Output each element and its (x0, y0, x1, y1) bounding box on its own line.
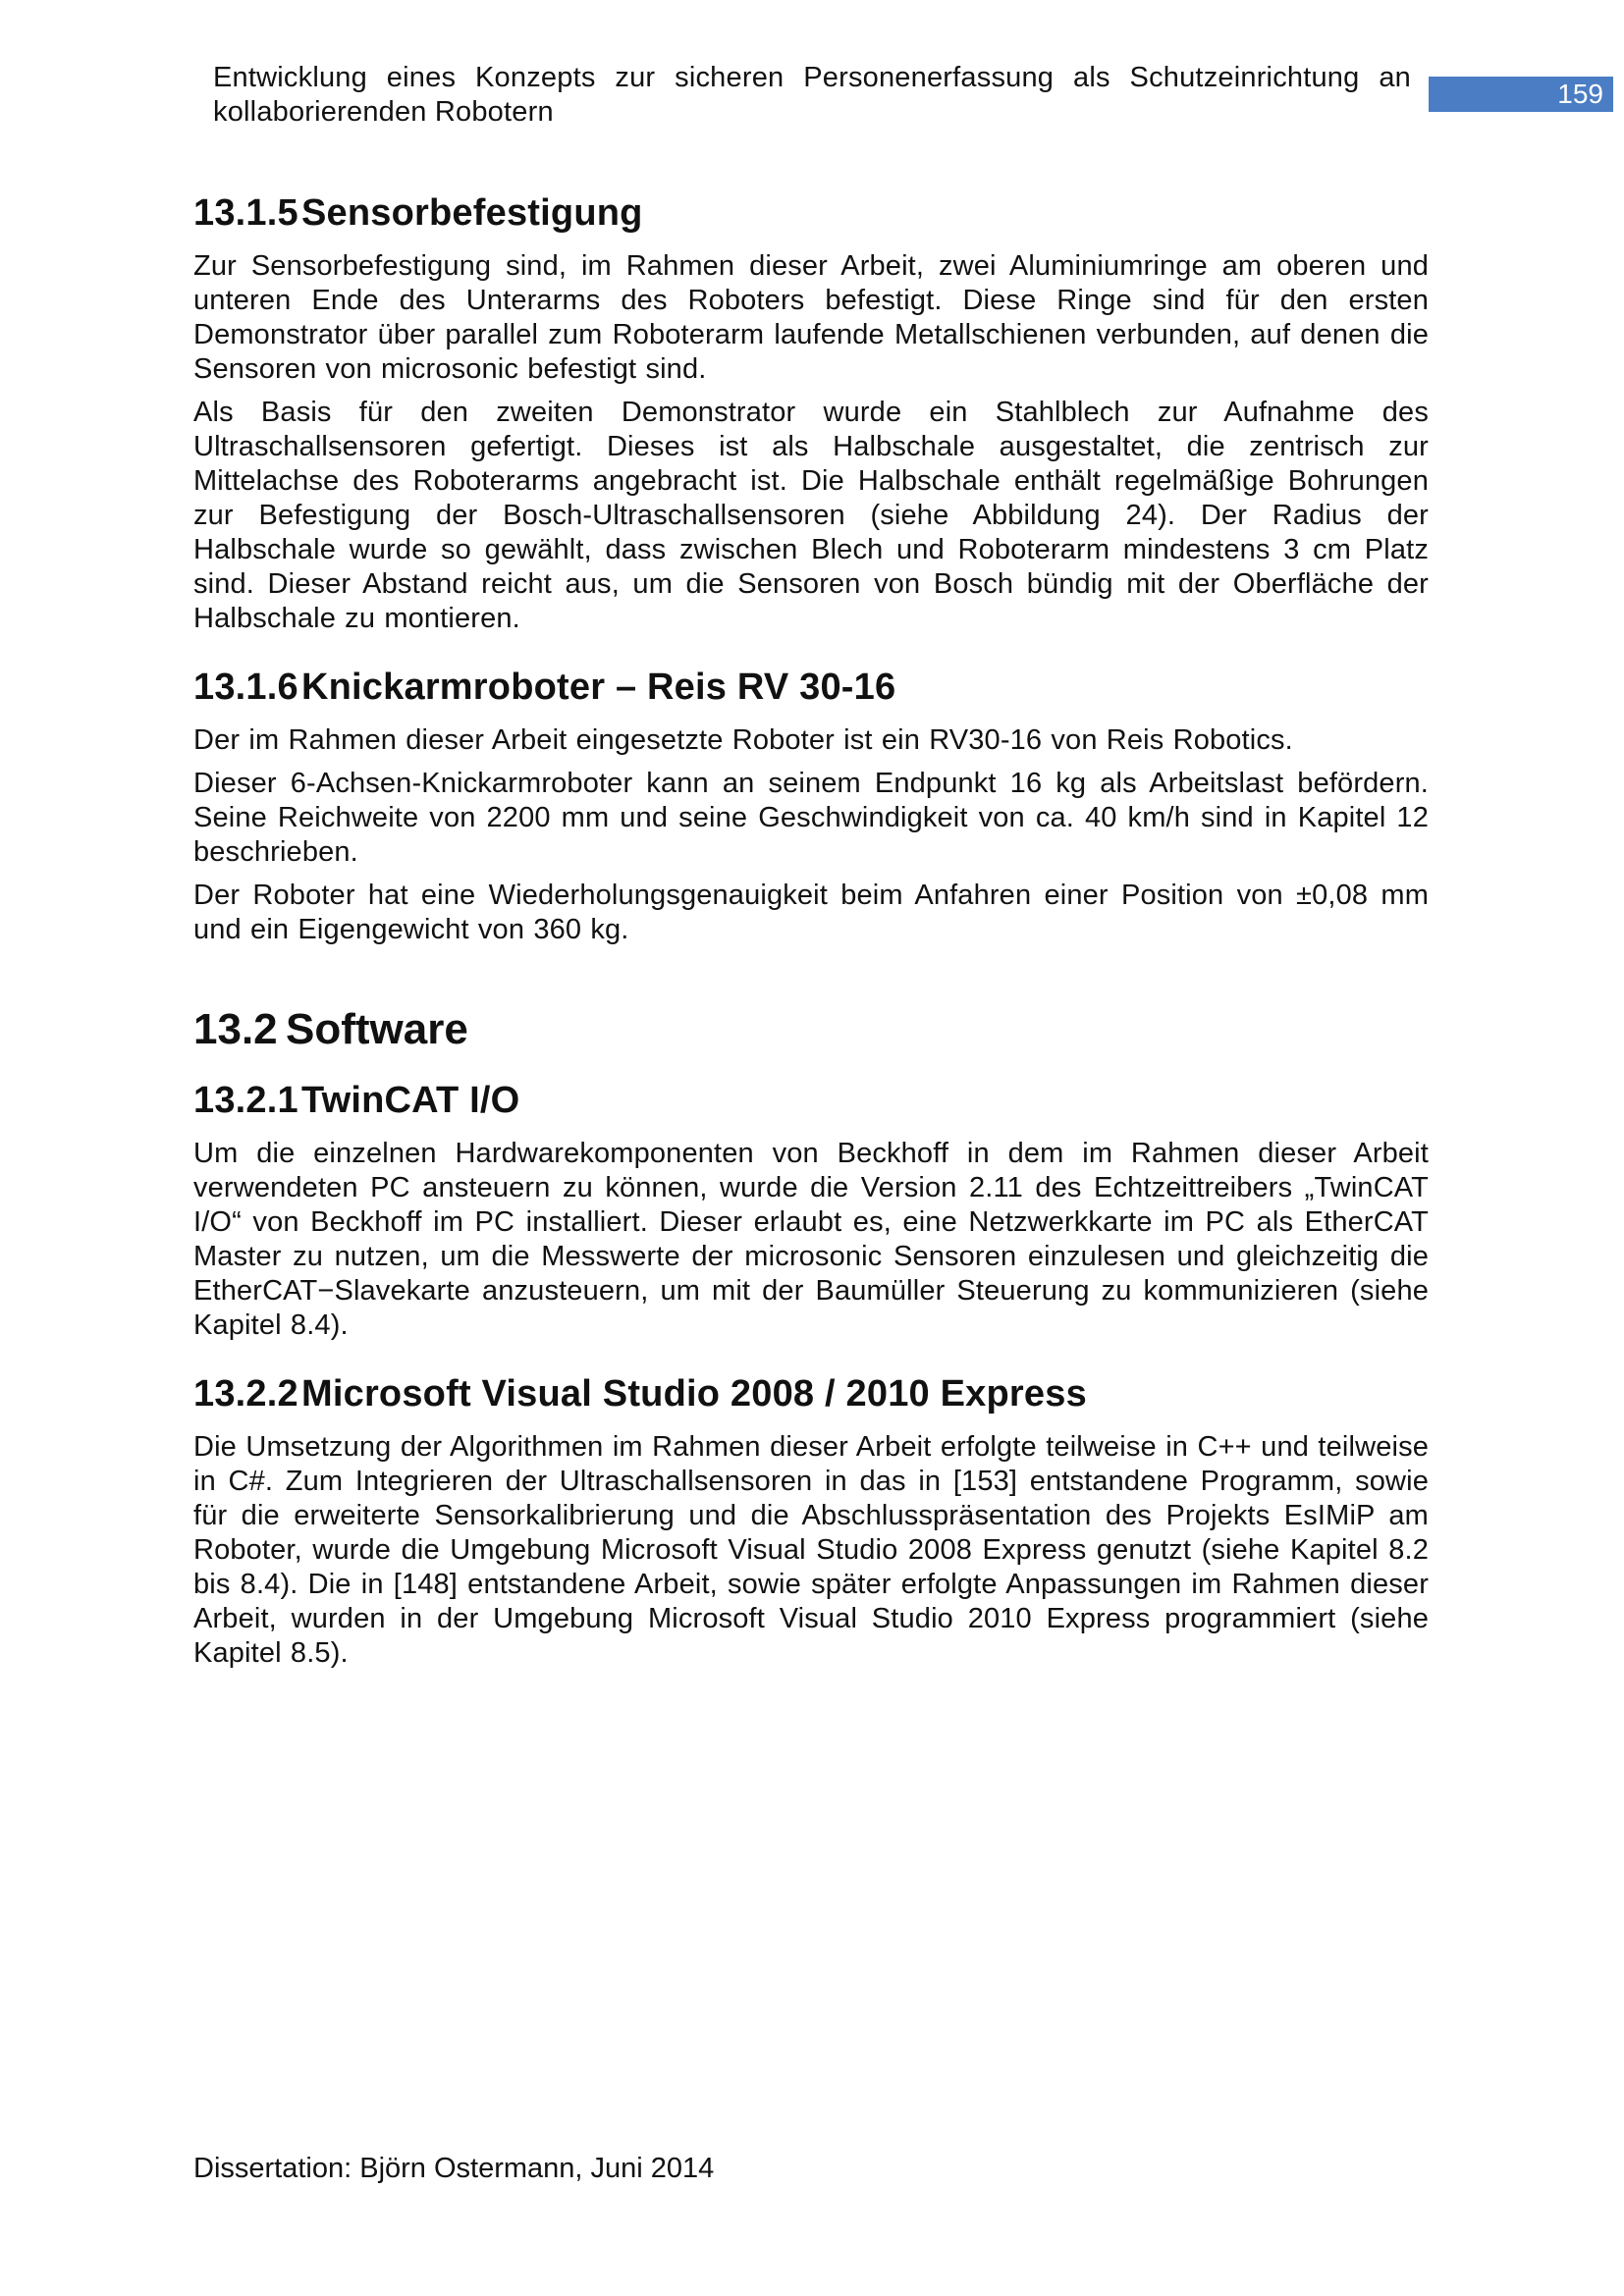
paragraph: Die Umsetzung der Algorithmen im Rahmen dieser Arbeit erfolgte teilweise in C++ und teilweise in C#. Zum Integrieren der Ultraschallsensoren in das in [153] entstandene Programm, sowie für die erweiterte Sensorkalibrierung und die Abschlusspräsentation des Projekts EsIMiP am Roboter, wurde die Umgebung Microsoft Visual Studio 2008 Express genutzt (siehe Kapitel 8.2 bis 8.4). Die in [148] entstandene Arbeit, sowie später erfolgte Anpassungen im Rahmen dieser Arbeit, wurden in der Umgebung Microsoft Visual Studio 2010 Express programmiert (siehe Kapitel 8.5). (193, 1431, 1429, 1669)
heading-13-2-1 (193, 1070, 1429, 1131)
paragraph: Zur Sensorbefestigung sind, im Rahmen dieser Arbeit, zwei Aluminiumringe am oberen und unteren Ende des Unterarms des Roboters befestigt. Diese Ringe sind für den ersten Demonstrator über parallel zum Roboterarm laufende Metallschienen verbunden, auf denen die Sensoren von microsonic befestigt sind. (193, 250, 1429, 385)
paragraph: Dieser 6-Achsen-Knickarmroboter kann an seinem Endpunkt 16 kg als Arbeitslast befördern. Seine Reichweite von 2200 mm und seine Geschwindigkeit von ca. 40 km/h sind in Kapitel 12 beschrieben. (193, 768, 1429, 868)
section-title: TwinCAT I/O (301, 1080, 520, 1121)
page-footer: Dissertation: Björn Ostermann, Juni 2014 (193, 2153, 715, 2184)
section-number: 13.2 (193, 1005, 278, 1053)
heading-13-2 (193, 995, 1429, 1064)
section-title: Software (286, 1005, 468, 1053)
heading-13-2-2 (193, 1363, 1429, 1424)
section-title: Microsoft Visual Studio 2008 / 2010 Express (301, 1373, 1087, 1415)
section-number: 13.2.1 (193, 1080, 298, 1121)
section-number: 13.2.2 (193, 1373, 298, 1415)
section-number: 13.1.5 (193, 192, 298, 234)
paragraph: Der im Rahmen dieser Arbeit eingesetzte Roboter ist ein RV30-16 von Reis Robotics. (193, 724, 1293, 756)
paragraph: Um die einzelnen Hardwarekomponenten von Beckhoff in dem im Rahmen dieser Arbeit verwendeten PC ansteuern zu können, wurde die Version 2.11 des Echtzeittreibers „TwinCAT I/O“ von Beckhoff im PC installiert. Dieser erlaubt es, eine Netzwerkkarte im PC als EtherCAT Master zu nutzen, um die Messwerte der microsonic Sensoren einzulesen und gleichzeitig die EtherCAT−Slavekarte anzusteuern, um mit der Baumüller Steuerung zu kommunizieren (siehe Kapitel 8.4). (193, 1138, 1429, 1341)
section-number: 13.1.6 (193, 667, 298, 708)
section-title: Sensorbefestigung (301, 192, 643, 234)
paragraph: Der Roboter hat eine Wiederholungsgenauigkeit beim Anfahren einer Position von ±0,08 mm und ein Eigengewicht von 360 kg. (193, 880, 1429, 945)
heading-13-1-5 (193, 183, 1429, 243)
page-number: 159 (1429, 77, 1613, 112)
page-content (193, 183, 1429, 1680)
heading-13-1-6 (193, 657, 1429, 718)
section-title: Knickarmroboter – Reis RV 30-16 (301, 667, 896, 708)
paragraph: Als Basis für den zweiten Demonstrator wurde ein Stahlblech zur Aufnahme des Ultraschallsensoren gefertigt. Dieses ist als Halbschale ausgestaltet, die zentrisch zur Mittelachse des Roboterarms angebracht ist. Die Halbschale enthält regelmäßige Bohrungen zur Befestigung der Bosch-Ultraschallsensoren (siehe Abbildung 24). Der Radius der Halbschale wurde so gewählt, dass zwischen Blech und Roboterarm mindestens 3 cm Platz sind. Dieser Abstand reicht aus, um die Sensoren von Bosch bündig mit der Oberfläche der Halbschale zu montieren. (193, 397, 1429, 634)
running-header: Entwicklung eines Konzepts zur sicheren Personenerfassung als Schutzeinrichtung an kollaborierenden Robotern (213, 62, 1411, 128)
